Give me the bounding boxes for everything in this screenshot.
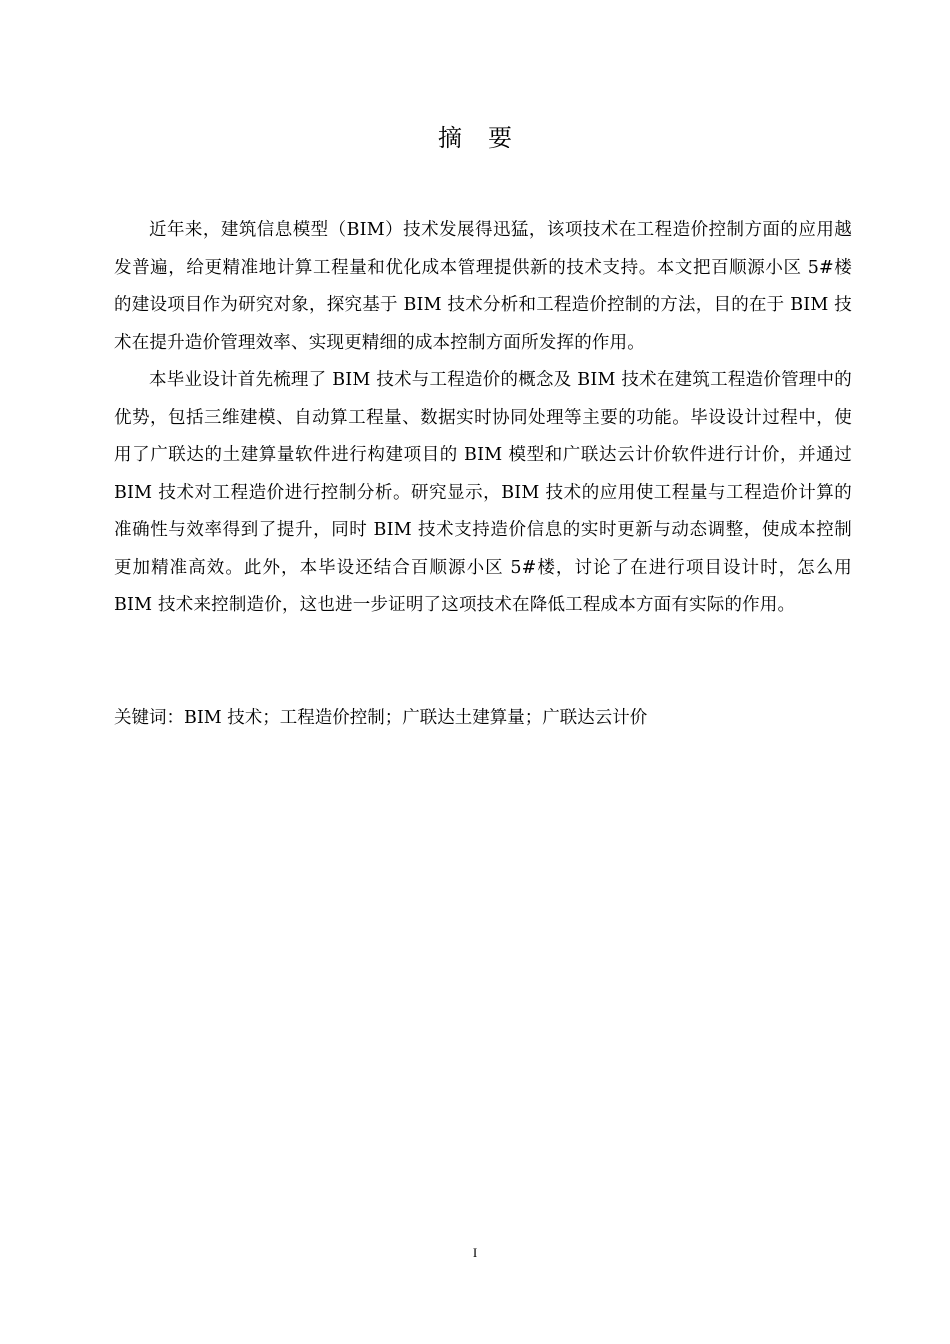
abstract-paragraph-1: 近年来，建筑信息模型（BIM）技术发展得迅猛，该项技术在工程造价控制方面的应用越发普遍，给更精准地计算工程量和优化成本管理提供新的技术支持。本文把百顺源小区 5#楼的建设项目作为研究对象，探究基于 BIM 技术分析和工程造价控制的方法，目的在于 BIM 技术在提升造价管理效率、实现更精细的成本控制方面所发挥的作用。 (114, 220, 852, 353)
abstract-title: 摘要 (438, 124, 538, 152)
keywords-label: 关键词： (114, 708, 184, 728)
abstract-body (114, 212, 852, 625)
keywords-value: BIM 技术；工程造价控制；广联达土建算量；广联达云计价 (184, 708, 648, 728)
keywords-line (114, 701, 852, 735)
abstract-paragraph-2: 本毕业设计首先梳理了 BIM 技术与工程造价的概念及 BIM 技术在建筑工程造价管理中的优势，包括三维建模、自动算工程量、数据实时协同处理等主要的功能。毕设设计过程中，使用了广联达的土建算量软件进行构建项目的 BIM 模型和广联达云计价软件进行计价，并通过 BIM 技术对工程造价进行控制分析。研究显示，BIM 技术的应用使工程量与工程造价计算的准确性与效率得到了提升，同时 BIM 技术支持造价信息的实时更新与动态调整，使成本控制更加精准高效。此外，本毕设还结合百顺源小区 5#楼，讨论了在进行项目设计时，怎么用 BIM 技术来控制造价，这也进一步证明了这项技术在降低工程成本方面有实际的作用。 (114, 370, 852, 615)
page-number: I (472, 1245, 478, 1260)
